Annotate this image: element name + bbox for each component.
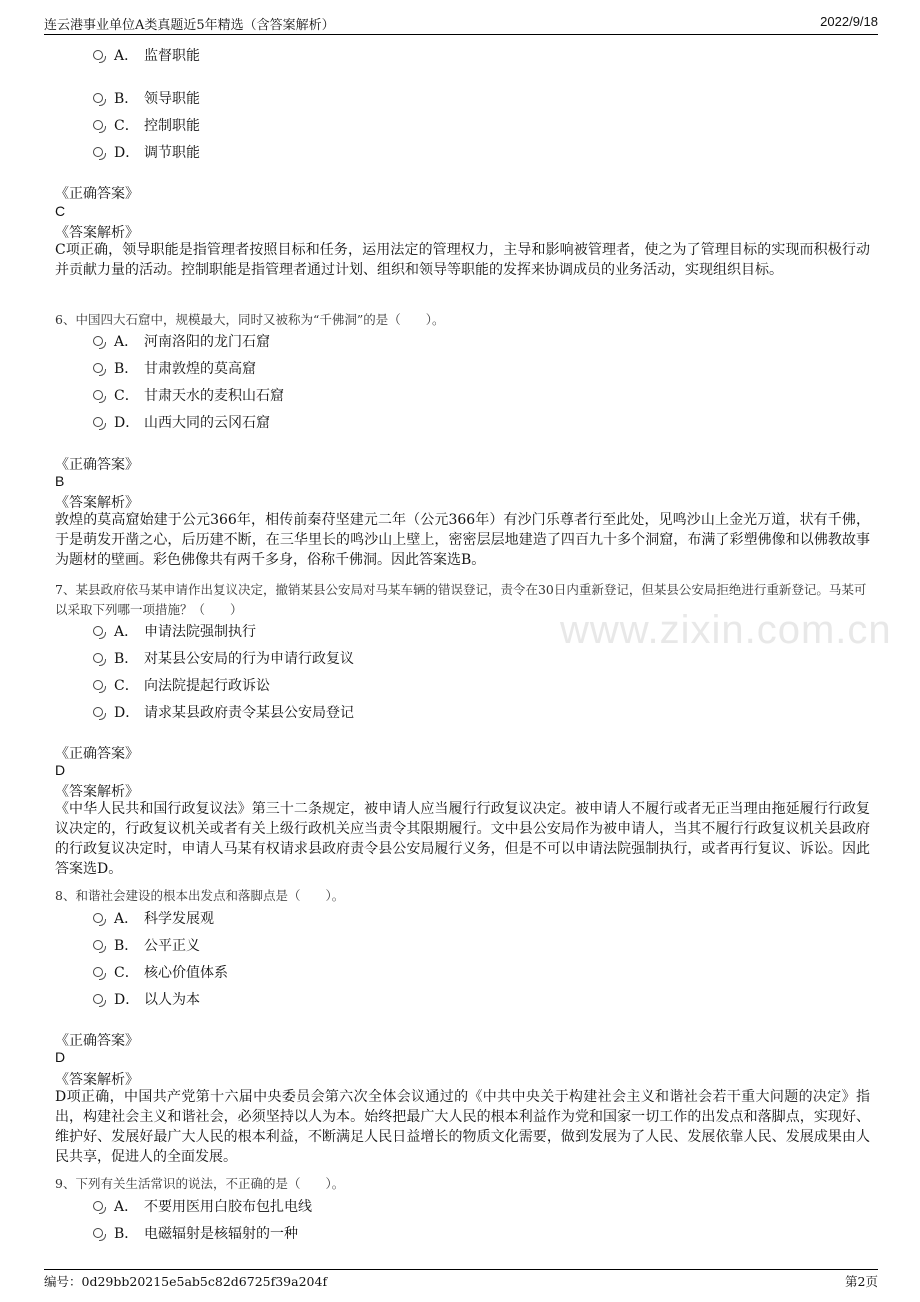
option-letter: D． bbox=[114, 992, 140, 1008]
correct-answer-label: 《正确答案》 bbox=[55, 457, 139, 473]
radio-icon[interactable] bbox=[93, 707, 103, 717]
option-letter: D． bbox=[114, 705, 140, 721]
document-serial: 编号：0d29bb20215e5ab5c82d6725f39a204f bbox=[44, 1274, 328, 1289]
radio-icon[interactable] bbox=[93, 1201, 103, 1211]
document-date: 2022/9/18 bbox=[820, 14, 878, 29]
q8-analysis: D项正确，中国共产党第十六届中央委员会第六次全体会议通过的《中共中央关于构建社会主义和谐社会若干重大问题的决定》指出，构建社会主义和谐社会，必须坚持以人为本。始终把最广大人民的根本利益作为党和国家一切工作的出发点和落脚点，实现好、维护好、发展好最广大人民的根本利益，不断满足人民日益增长的物质文化需要，做到发展为了人民、发展依靠人民、发展成果由人民共享，促进人的全面发展。 bbox=[55, 1089, 870, 1165]
radio-icon[interactable] bbox=[93, 50, 103, 60]
q7-analysis: 《中华人民共和国行政复议法》第三十二条规定，被申请人应当履行行政复议决定。被申请人不履行或者无正当理由拖延履行行政复议决定的，行政复议机关或者有关上级行政机关应当责令其限期履行。文中县公安局作为被申请人，当其不履行行政复议机关县政府的行政复议决定时，申请人马某有权请求县政府责令县公安局履行义务，但是不可以申请法院强制执行，或者再行复议、诉讼。因此答案选D。 bbox=[55, 801, 870, 877]
page-number: 第2页 bbox=[845, 1274, 878, 1289]
option-text: 调节职能 bbox=[144, 145, 200, 161]
option-letter: A． bbox=[114, 48, 139, 64]
option-text: 向法院提起行政诉讼 bbox=[144, 678, 270, 694]
option-letter: B． bbox=[114, 1226, 139, 1242]
option-text: 核心价值体系 bbox=[144, 965, 228, 981]
radio-icon[interactable] bbox=[93, 1228, 103, 1238]
correct-answer-label: 《正确答案》 bbox=[55, 746, 139, 762]
option-text: 公平正义 bbox=[144, 938, 200, 954]
analysis-label: 《答案解析》 bbox=[55, 784, 139, 800]
option-text: 不要用医用白胶布包扎电线 bbox=[144, 1199, 312, 1215]
option-text: 甘肃天水的麦积山石窟 bbox=[144, 388, 284, 404]
radio-icon[interactable] bbox=[93, 626, 103, 636]
option-text: 领导职能 bbox=[144, 91, 200, 107]
option-text: 甘肃敦煌的莫高窟 bbox=[144, 361, 256, 377]
option-letter: A． bbox=[114, 624, 139, 640]
correct-answer-label: 《正确答案》 bbox=[55, 1033, 139, 1049]
q5-answer: C bbox=[55, 203, 66, 219]
page-footer bbox=[44, 1269, 878, 1290]
option-letter: C． bbox=[114, 678, 139, 694]
option-text: 控制职能 bbox=[144, 118, 200, 134]
option-text: 科学发展观 bbox=[144, 911, 214, 927]
option-text: 申请法院强制执行 bbox=[144, 624, 256, 640]
q7-answer: D bbox=[55, 762, 66, 778]
option-letter: B． bbox=[114, 938, 139, 954]
option-letter: C． bbox=[114, 388, 139, 404]
radio-icon[interactable] bbox=[93, 680, 103, 690]
option-text: 山西大同的云冈石窟 bbox=[144, 415, 270, 431]
radio-icon[interactable] bbox=[93, 336, 103, 346]
document-title: 连云港事业单位A类真题近5年精选（含答案解析） bbox=[44, 18, 335, 33]
watermark: www.zixin.com.cn bbox=[560, 608, 892, 652]
q5-analysis: C项正确，领导职能是指管理者按照目标和任务，运用法定的管理权力，主导和影响被管理者，使之为了管理目标的实现而积极行动并贡献力量的活动。控制职能是指管理者通过计划、组织和领导等职能的发挥来协调成员的业务活动，实现组织目标。 bbox=[55, 242, 870, 278]
radio-icon[interactable] bbox=[93, 913, 103, 923]
q8-answer: D bbox=[55, 1049, 66, 1065]
radio-icon[interactable] bbox=[93, 417, 103, 427]
option-text: 以人为本 bbox=[144, 992, 200, 1008]
q8-question: 8、和谐社会建设的根本出发点和落脚点是（ ）。 bbox=[55, 888, 345, 903]
radio-icon[interactable] bbox=[93, 390, 103, 400]
radio-icon[interactable] bbox=[93, 93, 103, 103]
option-letter: B． bbox=[114, 651, 139, 667]
q7-question: 7、某县政府依马某申请作出复议决定，撤销某县公安局对马某车辆的错误登记，责令在30日内重新登记，但某县公安局拒绝进行重新登记。马某可以采取下列哪一项措施？（ ） bbox=[55, 582, 867, 617]
option-letter: B． bbox=[114, 361, 139, 377]
option-text: 对某县公安局的行为申请行政复议 bbox=[144, 651, 354, 667]
q9-question: 9、下列有关生活常识的说法，不正确的是（ ）。 bbox=[55, 1176, 345, 1191]
option-letter: D． bbox=[114, 145, 140, 161]
option-text: 请求某县政府责令某县公安局登记 bbox=[144, 705, 354, 721]
option-letter: C． bbox=[114, 118, 139, 134]
radio-icon[interactable] bbox=[93, 967, 103, 977]
analysis-label: 《答案解析》 bbox=[55, 225, 139, 241]
radio-icon[interactable] bbox=[93, 940, 103, 950]
radio-icon[interactable] bbox=[93, 653, 103, 663]
radio-icon[interactable] bbox=[93, 363, 103, 373]
q6-question: 6、中国四大石窟中，规模最大，同时又被称为“千佛洞”的是（ ）。 bbox=[55, 312, 445, 327]
radio-icon[interactable] bbox=[93, 120, 103, 130]
option-letter: D． bbox=[114, 415, 140, 431]
option-text: 电磁辐射是核辐射的一种 bbox=[144, 1226, 298, 1242]
option-letter: A． bbox=[114, 1199, 139, 1215]
radio-icon[interactable] bbox=[93, 147, 103, 157]
radio-icon[interactable] bbox=[93, 994, 103, 1004]
q6-answer: B bbox=[55, 473, 65, 489]
q6-analysis: 敦煌的莫高窟始建于公元366年，相传前秦苻坚建元二年（公元366年）有沙门乐尊者行至此处，见鸣沙山上金光万道，状有千佛，于是萌发开凿之心，后历建不断，在三华里长的鸣沙山上壁上，密密层层地建造了四百九十多个洞窟，布满了彩塑佛像和以佛教故事为题材的壁画。彩色佛像共有两千多身，俗称千佛洞。因此答案选B。 bbox=[55, 512, 870, 568]
page-header bbox=[44, 14, 878, 35]
option-letter: A． bbox=[114, 911, 139, 927]
analysis-label: 《答案解析》 bbox=[55, 495, 139, 511]
option-text: 监督职能 bbox=[144, 48, 200, 64]
analysis-label: 《答案解析》 bbox=[55, 1072, 139, 1088]
option-letter: B． bbox=[114, 91, 139, 107]
correct-answer-label: 《正确答案》 bbox=[55, 186, 139, 202]
option-text: 河南洛阳的龙门石窟 bbox=[144, 334, 270, 350]
option-letter: A． bbox=[114, 334, 139, 350]
option-letter: C． bbox=[114, 965, 139, 981]
